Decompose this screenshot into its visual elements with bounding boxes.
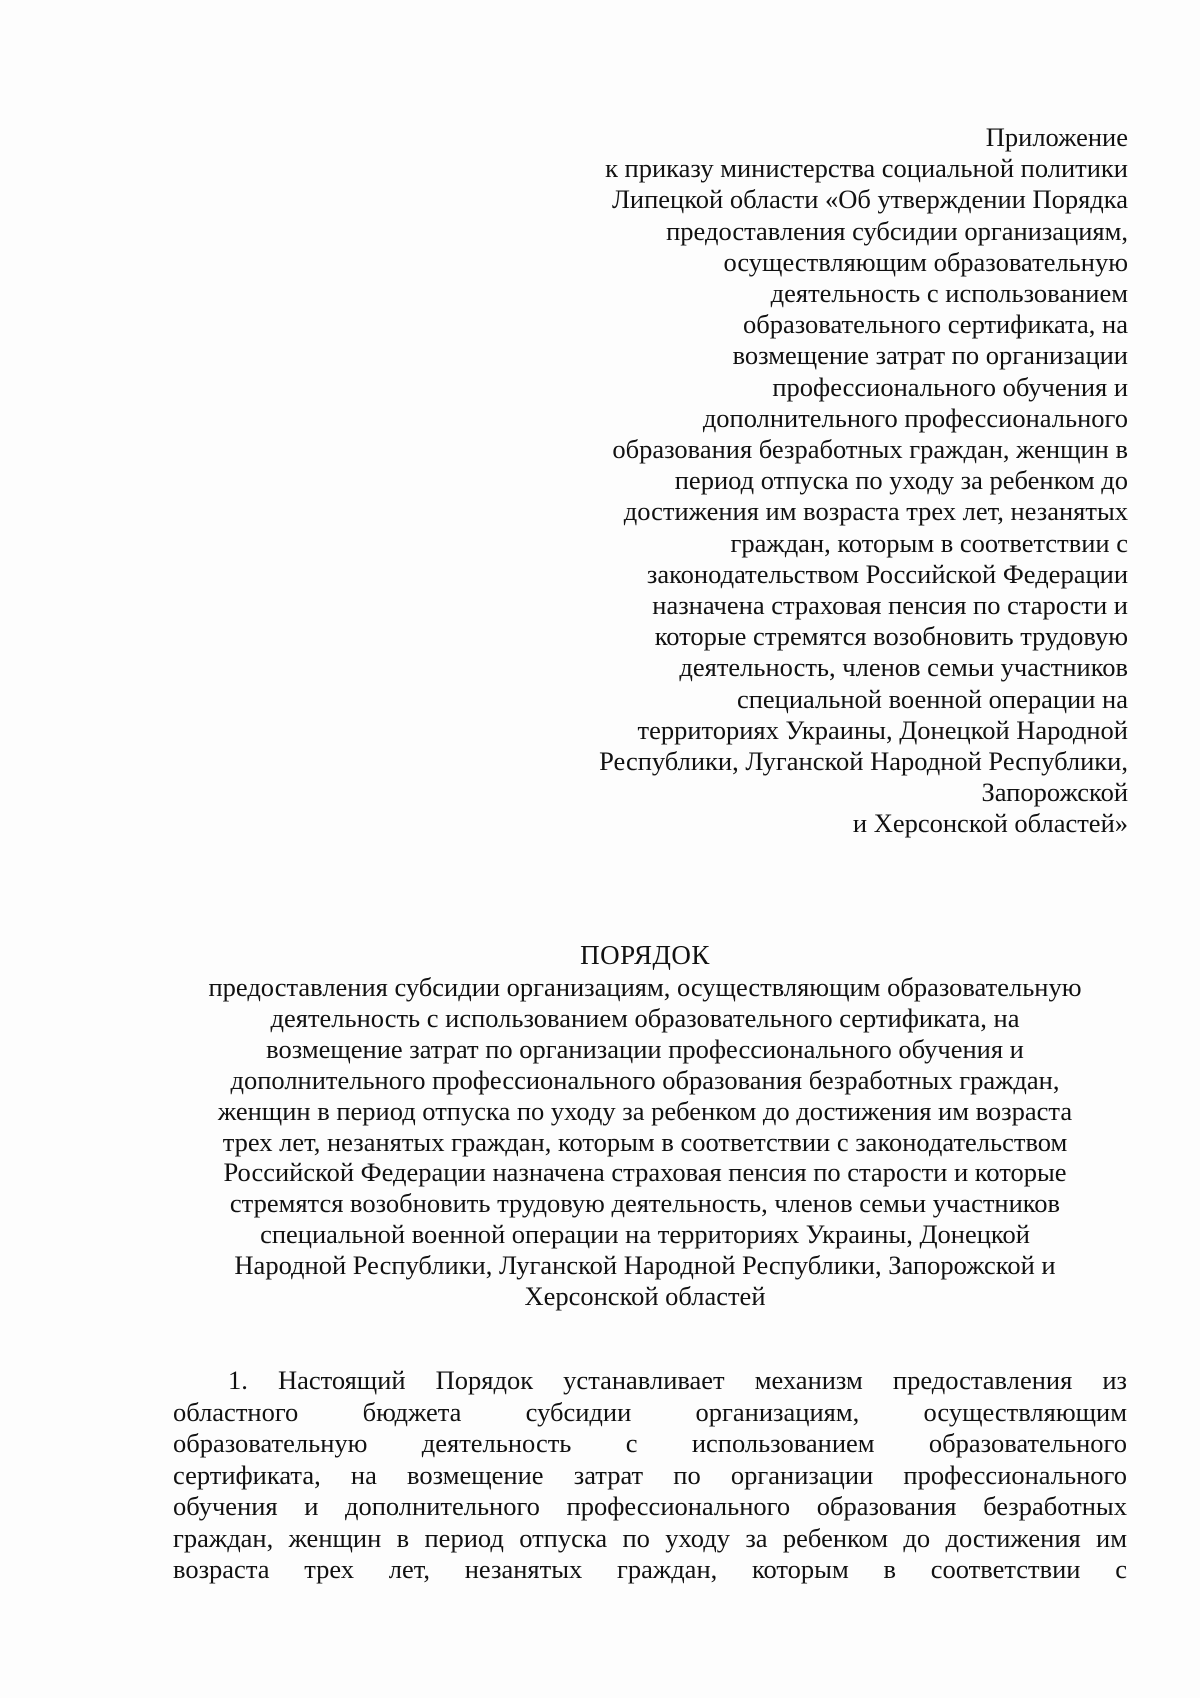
subtitle-line: женщин в период отпуска по уходу за ребенком до достижения им возраста [217, 1095, 1073, 1126]
appendix-line: Запорожской [981, 777, 1128, 808]
appendix-line: назначена страховая пенсия по старости и [652, 590, 1128, 621]
subtitle-line: Херсонской областей [524, 1281, 766, 1312]
appendix-line: период отпуска по уходу за ребенком до [674, 465, 1128, 496]
paragraph-line: граждан, женщин в период отпуска по уходу за ребенком до достижения им [173, 1522, 1127, 1553]
appendix-line: специальной военной операции на [736, 683, 1128, 714]
appendix-line: к приказу министерства социальной политики [605, 153, 1128, 184]
paragraph-line: 1. Настоящий Порядок устанавливает механизм предоставления из [228, 1365, 1127, 1395]
appendix-line: предоставления субсидии организациям, [666, 215, 1128, 246]
subtitle-line: трех лет, незанятых граждан, которым в соответствии с законодательством [222, 1126, 1068, 1157]
appendix-line: деятельность, членов семьи участников [679, 652, 1128, 683]
appendix-line: профессионального обучения и [772, 371, 1128, 402]
paragraph-line: областного бюджета субсидии организациям, осуществляющим [173, 1396, 1127, 1427]
subtitle-line: специальной военной операции на территориях Украины, Донецкой [260, 1219, 1030, 1250]
paragraph-1 [173, 1365, 1127, 1586]
document-subtitle [160, 972, 1130, 1312]
appendix-line: Республики, Луганской Народной Республики, [599, 746, 1128, 777]
appendix-line: законодательством Российской Федерации [646, 558, 1128, 589]
appendix-line: граждан, которым в соответствии с [730, 527, 1128, 558]
appendix-line: дополнительного профессионального [702, 402, 1128, 433]
subtitle-line: Российской Федерации назначена страховая пенсия по старости и которые [223, 1157, 1067, 1188]
appendix-line: которые стремятся возобновить трудовую [654, 621, 1128, 652]
appendix-line: образовательного сертификата, на [743, 309, 1128, 340]
appendix-line: территориях Украины, Донецкой Народной [637, 714, 1128, 745]
appendix-line: достижения им возраста трех лет, незанятых [623, 496, 1128, 527]
paragraph-line: обучения и дополнительного профессионального образования безработных [173, 1491, 1127, 1521]
appendix-line: деятельность с использованием [770, 278, 1128, 309]
paragraph-line: сертификата, на возмещение затрат по организации профессионального [173, 1459, 1127, 1490]
appendix-line: осуществляющим образовательную [723, 246, 1128, 277]
appendix-header [520, 122, 1128, 840]
paragraph-line: возраста трех лет, незанятых граждан, которым в соответствии с [173, 1554, 1127, 1584]
subtitle-line: предоставления субсидии организациям, осуществляющим образовательную [208, 972, 1082, 1002]
subtitle-line: дополнительного профессионального образования безработных граждан, [230, 1064, 1060, 1095]
subtitle-line: стремятся возобновить трудовую деятельность, членов семьи участников [229, 1188, 1061, 1219]
appendix-line: Приложение [985, 122, 1128, 152]
appendix-line: возмещение затрат по организации [732, 340, 1128, 371]
subtitle-line: деятельность с использованием образовательного сертификата, на [270, 1002, 1020, 1033]
paragraph-line: образовательную деятельность с использованием образовательного [173, 1428, 1127, 1458]
document-title: ПОРЯДОК [580, 940, 710, 970]
appendix-line: и Херсонской областей» [852, 808, 1128, 839]
appendix-line: образования безработных граждан, женщин в [612, 434, 1128, 465]
subtitle-line: возмещение затрат по организации профессионального обучения и [266, 1033, 1024, 1064]
subtitle-line: Народной Республики, Луганской Народной Республики, Запорожской и [234, 1250, 1056, 1281]
appendix-line: Липецкой области «Об утверждении Порядка [611, 184, 1128, 215]
